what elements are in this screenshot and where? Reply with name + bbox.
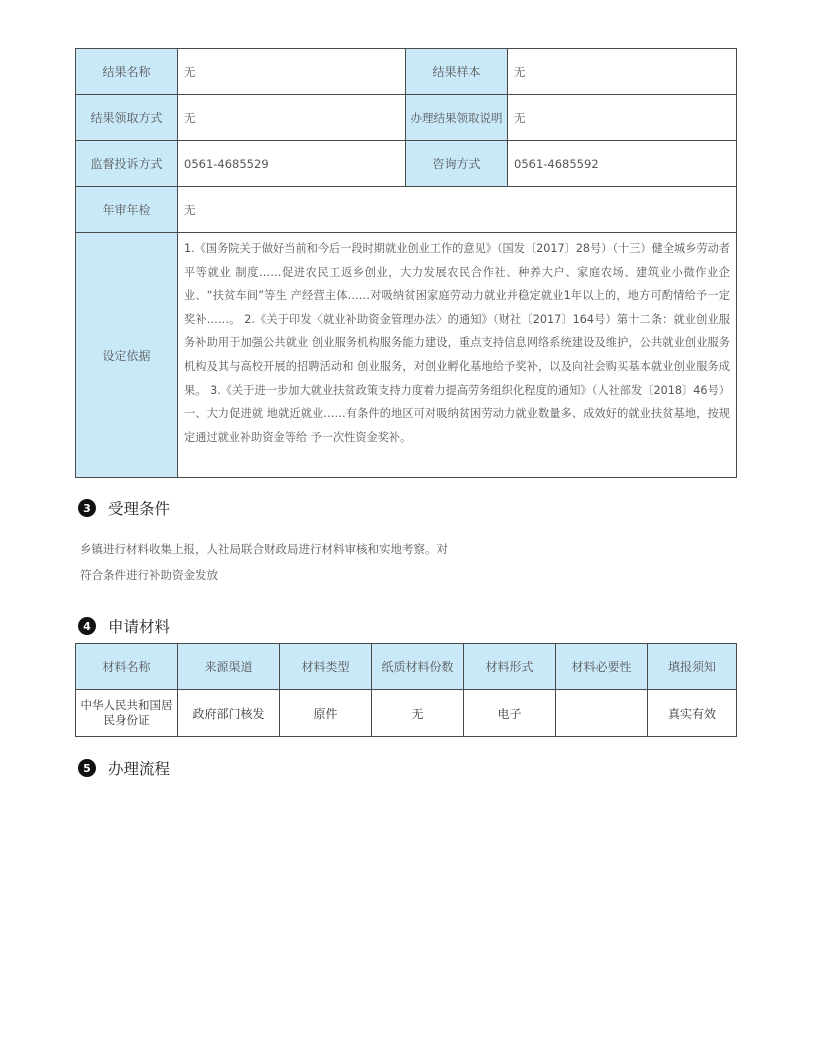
necessity-cell [556,690,648,737]
section-title: 受理条件 [108,500,171,518]
column-header: 填报须知 [648,644,737,690]
annual-review-value: 无 [178,187,737,233]
result-pickup-value: 无 [178,95,406,141]
legal-basis-text: 1.《国务院关于做好当前和今后一段时期就业创业工作的意见》（国发〔2017〕28号）（十三）健全城乡劳动者平等就业 制度……促进农民工返乡创业，大力发展农民合作社、种养大户、家庭农场、建筑业小微作业企业、“扶贫车间”等生 产经营主体……对吸纳贫困家庭劳动力就业并稳定就业1年以上的，地方可酌情给予一定奖补……。 2.《关于印发〈就业补助资金管理办法〉的通知》（财社〔2017〕164号）第十二条：就业创业服务补助用于加强公共就业 创业服务机构服务能力建设，重点支持信息网络系统建设及维护，公共就业创业服务机构及其与高校开展的招聘活动和 创业服务，对创业孵化基地给予奖补，以及向社会购买基本就业创业服务成果。 3.《关于进一步加大就业扶贫政策支持力度着力提高劳务组织化程度的通知》（人社部发〔2018〕46号）一、大力促进就 地就近就业……有条件的地区可对吸纳贫困劳动力就业数量多、成效好的就业扶贫基地，按规定通过就业补助资金等给 予一次性资金奖补。 [178,233,737,478]
table-row [76,49,737,95]
column-header: 纸质材料份数 [372,644,464,690]
consult-label: 咨询方式 [406,141,508,187]
complaint-label: 监督投诉方式 [76,141,178,187]
legal-basis-label: 设定依据 [76,233,178,478]
result-sample-label: 结果样本 [406,49,508,95]
result-name-value: 无 [178,49,406,95]
paper-count-cell: 无 [372,690,464,737]
table-row [76,233,737,478]
result-pickup-label: 结果领取方式 [76,95,178,141]
type-cell: 原件 [280,690,372,737]
section-process-header [78,757,170,779]
column-header: 材料必要性 [556,644,648,690]
complaint-phone: 0561-4685529 [178,141,406,187]
consult-phone: 0561-4685592 [508,141,737,187]
table-row [76,187,737,233]
table-row [76,141,737,187]
column-header: 材料名称 [76,644,178,690]
column-header: 来源渠道 [178,644,280,690]
result-name-label: 结果名称 [76,49,178,95]
section-number-badge: 5 [78,759,96,777]
pickup-note-value: 无 [508,95,737,141]
notes-cell: 真实有效 [648,690,737,737]
section-number-badge: 4 [78,617,96,635]
form-cell: 电子 [464,690,556,737]
annual-review-label: 年审年检 [76,187,178,233]
table-header-row [76,644,737,690]
materials-table [75,643,737,737]
section-materials-header [78,615,170,637]
acceptance-text-line-2: 符合条件进行补助资金发放 [80,568,218,582]
table-row [76,95,737,141]
source-cell: 政府部门核发 [178,690,280,737]
column-header: 材料类型 [280,644,372,690]
column-header: 材料形式 [464,644,556,690]
result-info-table [75,48,737,478]
table-row [76,690,737,737]
section-acceptance-header [78,497,170,519]
section-title: 申请材料 [108,618,171,636]
section-title: 办理流程 [108,760,171,778]
section-number-badge: 3 [78,499,96,517]
material-name-cell: 中华人民共和国居民身份证 [76,690,178,737]
acceptance-text-line-1: 乡镇进行材料收集上报，人社局联合财政局进行材料审核和实地考察。对 [80,542,448,556]
result-sample-value: 无 [508,49,737,95]
pickup-note-label: 办理结果领取说明 [406,95,508,141]
